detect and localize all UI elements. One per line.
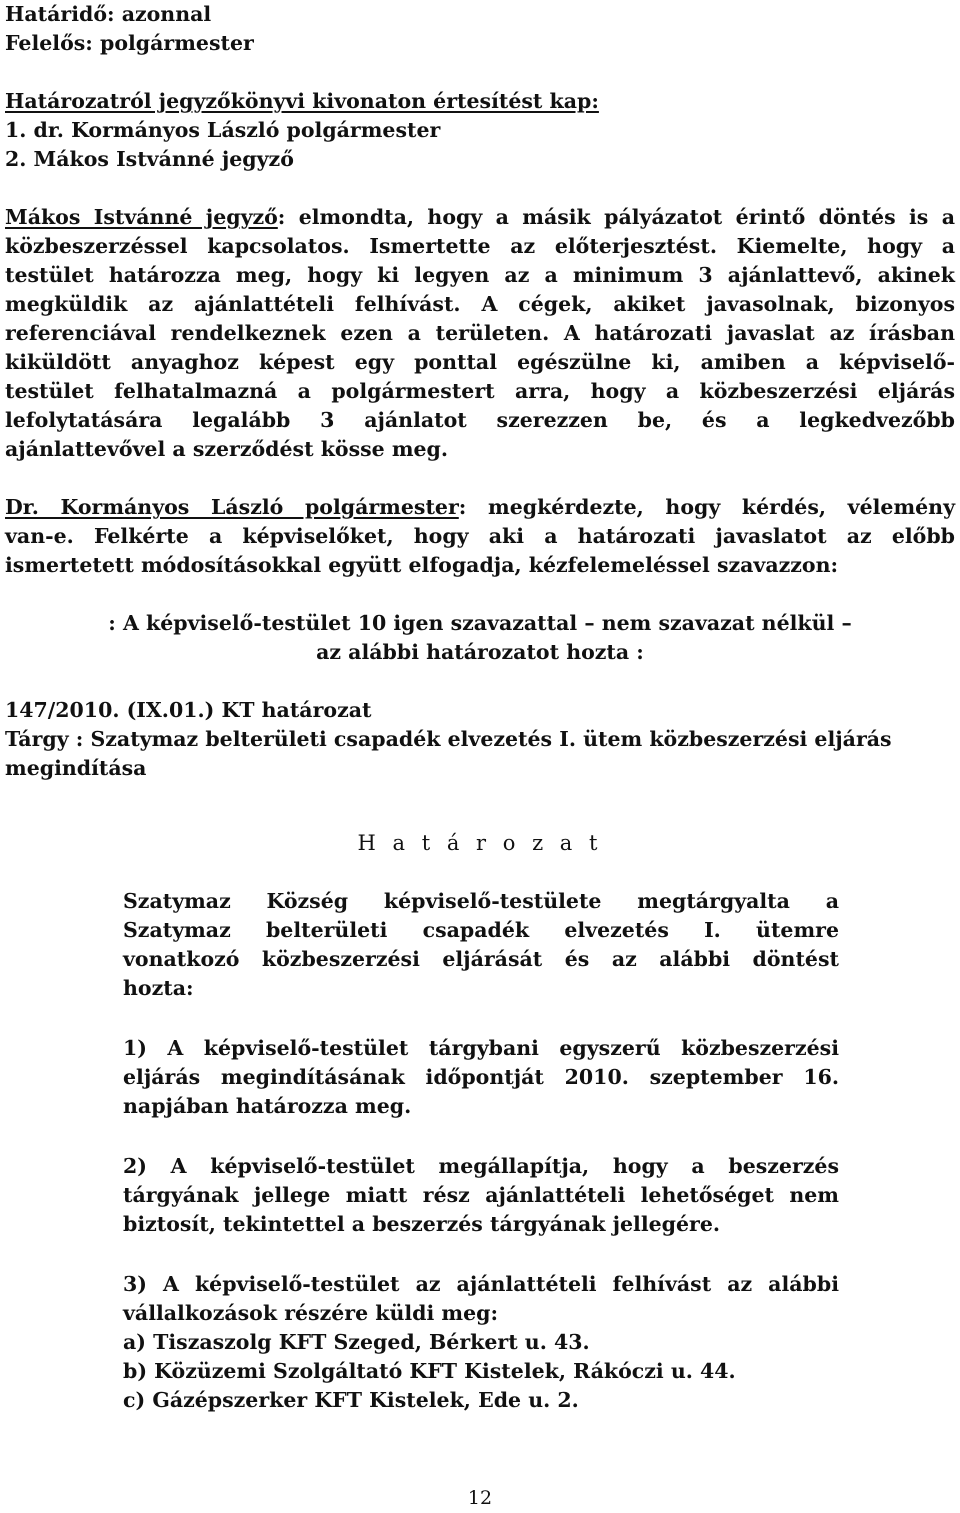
speech1-line-9: ajánlattevővel a szerződést kösse meg. [5, 437, 449, 461]
resolution-number: 147/2010. (IX.01.) KT határozat [5, 698, 372, 722]
resolution-heading: H a t á r o z a t [357, 831, 603, 855]
company-a: a) Tiszaszolg KFT Szeged, Bérkert u. 43. [123, 1330, 590, 1354]
speech2-line-2: van-e. Felkérte a képviselőket, hogy aki a határozati javaslatot az előbb [5, 524, 955, 548]
resolution-subject-2: megindítása [5, 756, 147, 780]
intro-line-4: hozta: [123, 976, 194, 1000]
point2-line-1: 2) A képviselő-testület megállapítja, hogy a beszerzés [123, 1154, 839, 1178]
point1-line-2: eljárás megindításának időpontját 2010. szeptember 16. [123, 1065, 839, 1089]
speech2-speaker: Dr. Kormányos László polgármester [5, 495, 459, 519]
recipient-2: 2. Mákos Istvánné jegyző [5, 147, 294, 171]
speech1-speaker: Mákos Istvánné jegyző [5, 205, 278, 229]
notice-title: Határozatról jegyzőkönyvi kivonaton értesítést kap: [5, 89, 599, 113]
point1-line-3: napjában határozza meg. [123, 1094, 412, 1118]
responsible-line: Felelős: polgármester [5, 31, 254, 55]
point2-line-3: biztosít, tekintettel a beszerzés tárgyának jellegére. [123, 1212, 721, 1236]
vote-line-1: : A képviselő-testület 10 igen szavazattal – nem szavazat nélkül – [108, 611, 852, 635]
speech1-line-7: testület felhatalmazná a polgármestert arra, hogy a közbeszerzési eljárás [5, 379, 955, 403]
point1-line-1: 1) A képviselő-testület tárgybani egyszerű közbeszerzési [123, 1036, 839, 1060]
resolution-subject-1: Tárgy : Szatymaz belterületi csapadék elvezetés I. ütem közbeszerzési eljárás [5, 727, 892, 751]
point3-line-1: 3) A képviselő-testület az ajánlattételi felhívást az alábbi [123, 1272, 839, 1296]
point3-line-2: vállalkozások részére küldi meg: [123, 1301, 499, 1325]
intro-line-1: Szatymaz Község képviselő-testülete megtárgyalta a [123, 889, 839, 913]
speech1-line-5: referenciával rendelkeznek ezen a területen. A határozati javaslat az írásban [5, 321, 955, 345]
speech1-line-6: kiküldött anyaghoz képest egy ponttal egészülne ki, amiben a képviselő- [5, 350, 955, 374]
intro-line-2: Szatymaz belterületi csapadék elvezetés I. ütemre [123, 918, 839, 942]
point2-line-2: tárgyának jellege miatt rész ajánlattételi lehetőséget nem [123, 1183, 839, 1207]
company-c: c) Gázépszerker KFT Kistelek, Ede u. 2. [123, 1388, 579, 1412]
recipient-1: 1. dr. Kormányos László polgármester [5, 118, 441, 142]
speech1-line-1: Mákos Istvánné jegyző: elmondta, hogy a másik pályázatot érintő döntés is a [5, 205, 955, 229]
speech2-line-3: ismertetett módosításokkal együtt elfogadja, kézfelemeléssel szavazzon: [5, 553, 839, 577]
page-number: 12 [467, 1487, 493, 1509]
speech2-line-1: Dr. Kormányos László polgármester: megkérdezte, hogy kérdés, vélemény [5, 495, 955, 519]
speech1-line-4: megküldik az ajánlattételi felhívást. A cégek, akiket javasolnak, bizonyos [5, 292, 955, 316]
intro-line-3: vonatkozó közbeszerzési eljárását és az alábbi döntést [123, 947, 839, 971]
company-b: b) Közüzemi Szolgáltató KFT Kistelek, Rákóczi u. 44. [123, 1359, 736, 1383]
speech1-line-8: lefolytatására legalább 3 ajánlatot szerezzen be, és a legkedvezőbb [5, 408, 955, 432]
vote-line-2: az alábbi határozatot hozta : [316, 640, 644, 664]
speech1-line-2: közbeszerzéssel kapcsolatos. Ismertette az előterjesztést. Kiemelte, hogy a [5, 234, 955, 258]
speech1-line-3: testület határozza meg, hogy ki legyen az a minimum 3 ajánlattevő, akinek [5, 263, 955, 287]
deadline-line: Határidő: azonnal [5, 2, 212, 26]
